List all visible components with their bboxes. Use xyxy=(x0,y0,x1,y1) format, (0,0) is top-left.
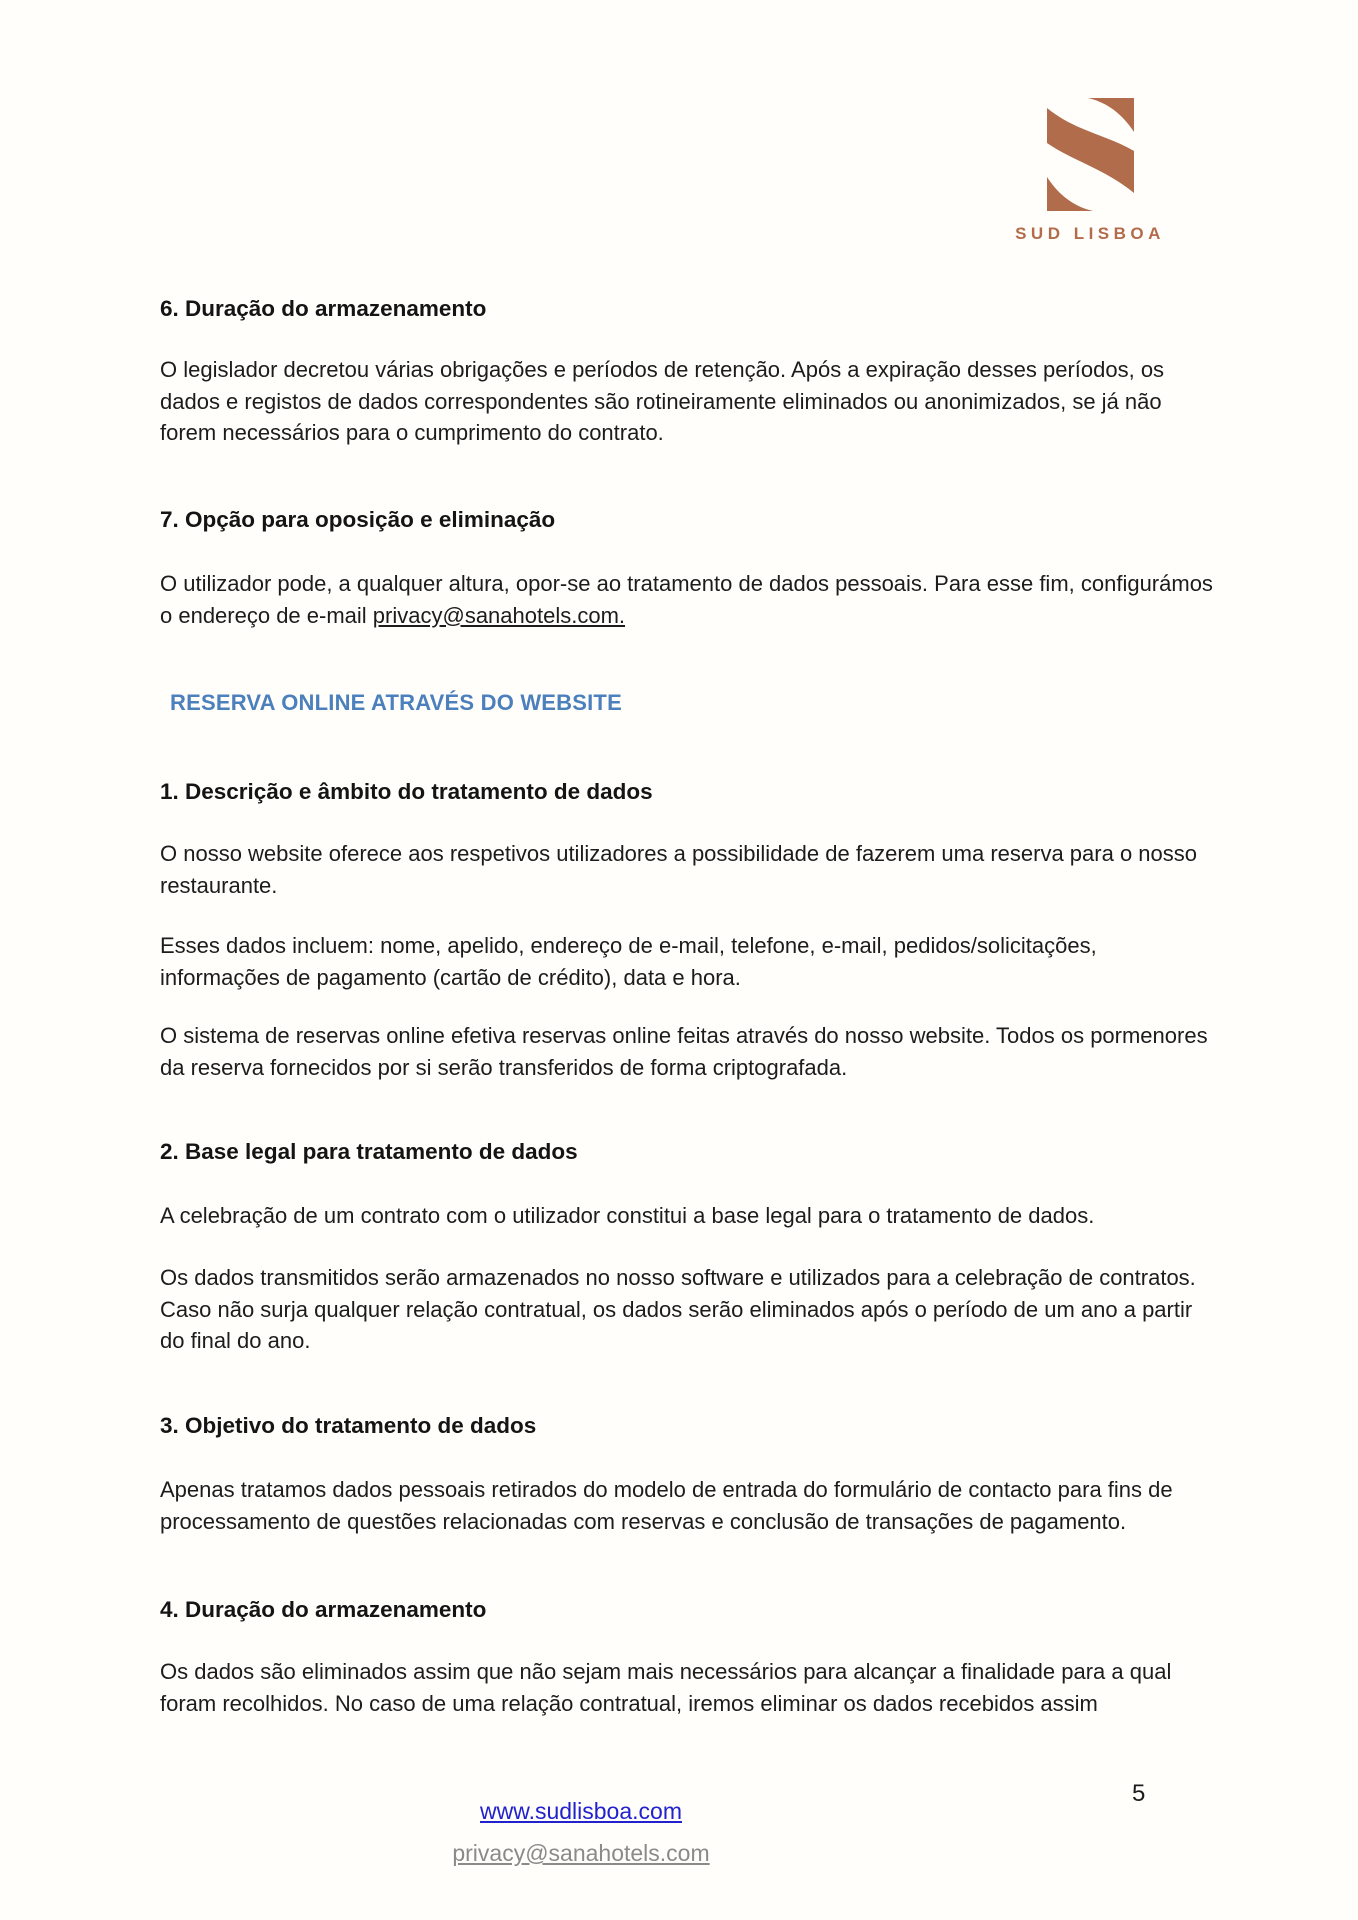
heading-duracao-armazenamento-4: 4. Duração do armazenamento xyxy=(160,1597,487,1622)
paragraph-section4: Os dados são eliminados assim que não sejam mais necessários para alcançar a finalidade para a qual foram recolhidos. No caso de uma relação contratual, iremos eliminar os dados recebidos assim xyxy=(160,1659,1172,1716)
footer-website-link[interactable]: www.sudlisboa.com xyxy=(480,1798,682,1824)
paragraph-section1-2: Esses dados incluem: nome, apelido, endereço de e-mail, telefone, e-mail, pedidos/solicitações, informações de pagamento (cartão de crédito), data e hora. xyxy=(160,933,1097,990)
heading-objetivo-tratamento: 3. Objetivo do tratamento de dados xyxy=(160,1413,537,1438)
paragraph-section7 xyxy=(160,568,1222,631)
heading-base-legal: 2. Base legal para tratamento de dados xyxy=(160,1139,578,1164)
paragraph-section1-3: O sistema de reservas online efetiva reservas online feitas através do nosso website. Todos os pormenores da reserva fornecidos por si serão transferidos de forma criptografada. xyxy=(160,1023,1208,1080)
sud-lisboa-logo xyxy=(1008,98,1172,244)
footer-email-wrapper xyxy=(160,1840,1002,1867)
logo-wordmark: SUD LISBOA xyxy=(1015,224,1165,243)
paragraph-section2-2: Os dados transmitidos serão armazenados no nosso software e utilizados para a celebração de contratos. Caso não surja qualquer relação contratual, os dados serão eliminados após o período de um ano a partir do final do ano. xyxy=(160,1265,1196,1353)
heading-opcao-oposicao: 7. Opção para oposição e eliminação xyxy=(160,507,556,532)
paragraph-section1-1: O nosso website oferece aos respetivos utilizadores a possibilidade de fazerem uma reserva para o nosso restaurante. xyxy=(160,841,1197,898)
privacy-email-link[interactable]: privacy@sanahotels.com. xyxy=(372,602,626,628)
footer-email-link[interactable]: privacy@sanahotels.com xyxy=(452,1840,710,1866)
sud-lisboa-s-icon xyxy=(1047,98,1134,211)
chapter-title-reserva-online: RESERVA ONLINE ATRAVÉS DO WEBSITE xyxy=(170,690,622,715)
paragraph-section2-1: A celebração de um contrato com o utilizador constitui a base legal para o tratamento de dados. xyxy=(160,1203,1095,1228)
heading-duracao-armazenamento-6: 6. Duração do armazenamento xyxy=(160,296,487,321)
footer-website-wrapper xyxy=(160,1798,1002,1825)
paragraph-section6: O legislador decretou várias obrigações e períodos de retenção. Após a expiração desses períodos, os dados e registos de dados correspondentes são rotineiramente eliminados ou anonimizados, se já não forem necessários para o cumprimento do contrato. xyxy=(160,357,1165,445)
heading-descricao-ambito: 1. Descrição e âmbito do tratamento de dados xyxy=(160,779,653,804)
paragraph-section7-text: O utilizador pode, a qualquer altura, opor-se ao tratamento de dados pessoais. Para esse fim, configurámos o endereço de e-mail xyxy=(160,571,1213,628)
paragraph-section3: Apenas tratamos dados pessoais retirados do modelo de entrada do formulário de contacto para fins de processamento de questões relacionadas com reservas e conclusão de transações de pagamento. xyxy=(160,1477,1173,1534)
page-number: 5 xyxy=(1132,1780,1146,1807)
